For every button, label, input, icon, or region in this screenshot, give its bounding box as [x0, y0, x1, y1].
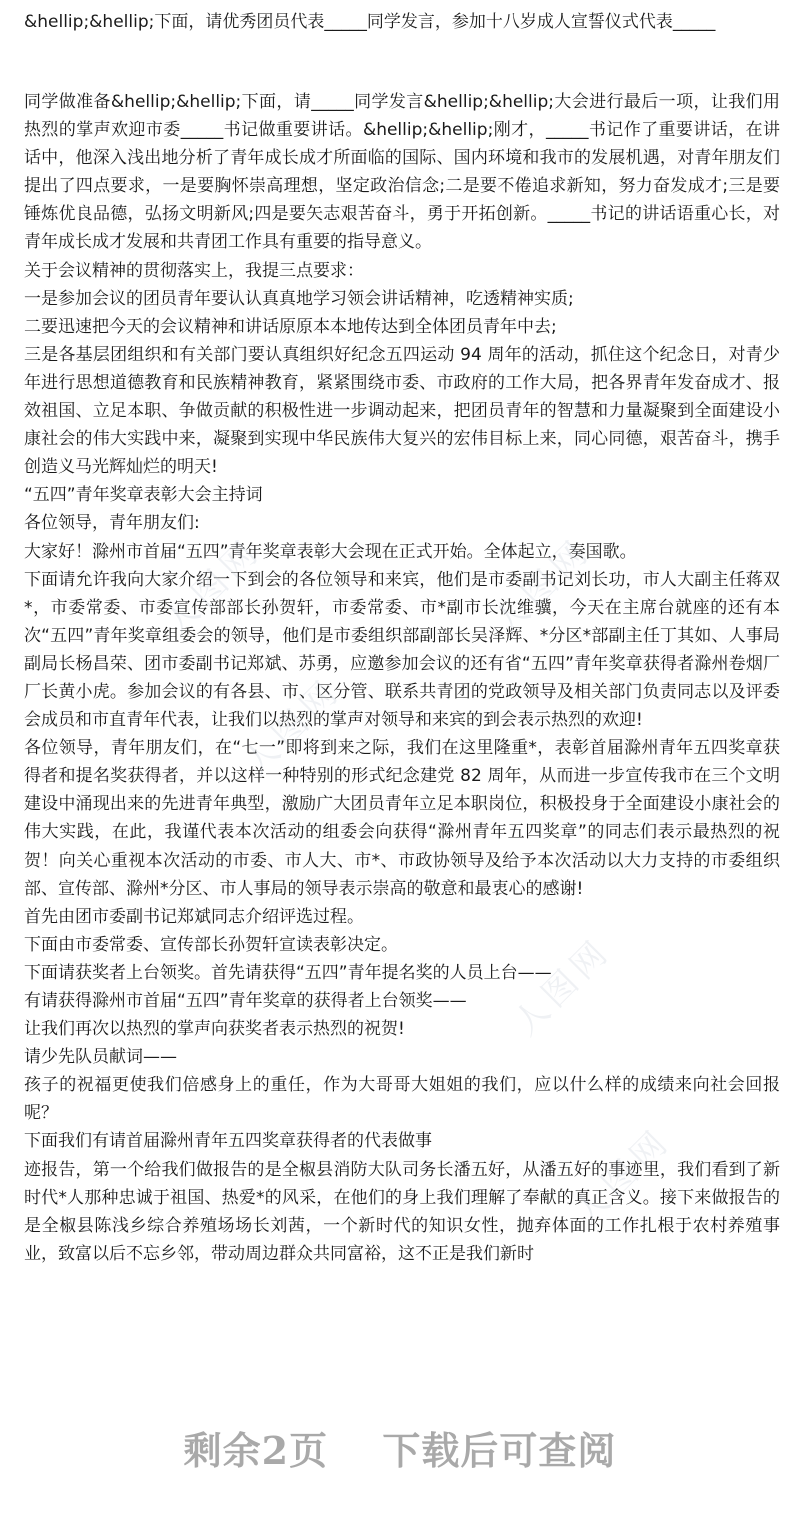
- paragraph: 下面请获奖者上台领奖。首先请获得“五四”青年提名奖的人员上台——: [24, 962, 552, 983]
- paragraph: 二要迅速把今天的会议精神和讲话原原本本地传达到全体团员青年中去;: [24, 316, 557, 337]
- salutation: 各位领导，青年朋友们:: [24, 513, 200, 534]
- cut-off-line-fragment: [24, 0, 444, 4]
- top-line: &hellip;&hellip;下面，请优秀团员代表_____同学发言，参加十八岁成人宣誓仪式代表_____: [24, 12, 716, 32]
- download-to-read-text: 下载后可查阅: [382, 1428, 617, 1473]
- paragraph: 请少先队员献词——: [24, 1047, 177, 1068]
- download-notice[interactable]: [0, 1420, 800, 1475]
- watermark: 人图网: [235, 670, 350, 784]
- remaining-pages-text: 剩余2页: [183, 1428, 329, 1473]
- watermark: 人图网: [505, 930, 620, 1044]
- paragraph: 有请获得滁州市首届“五四”青年奖章的获得者上台领奖——: [24, 991, 467, 1011]
- paragraph: 下面由市委常委、宣传部长孙贺轩宣读表彰决定。: [24, 934, 398, 955]
- paragraph: 三是各基层团组织和有关部门要认真组织好纪念五四运动 94 周年的活动，抓住这个纪念日，对青少年进行思想道德教育和民族精神教育，紧紧围绕市委、市政府的工作大局，把各界青年发奋成才、报效祖国、立足本职、争做贡献的积极性进一步调动起来，把团员青年的智慧和力量凝聚到全面建设小康社会的伟大实践中来，凝聚到实现中华民族伟大复兴的宏伟目标上来，同心同德，艰苦奋斗，携手创造义马光辉灿烂的明天!: [24, 344, 781, 478]
- paragraph: 大家好！滁州市首届“五四”青年奖章表彰大会现在正式开始。全体起立，奏国歌。: [24, 541, 637, 562]
- paragraph: 同学做准备&hellip;&hellip;下面，请_____同学发言&hellip;&hellip;大会进行最后一项，让我们用热烈的掌声欢迎市委_____书记做重要讲话。&hellip;&hellip;刚才，_____书记作了重要讲话，在讲话中，他深入浅出地分析了青年成长成才所面临的国际、国内环境和我市的发展机遇，对青年朋友们提出了四点要求，一是要胸怀崇高理想，坚定政治信念;二是要不倦追求新知，努力奋发成才;三是要锤炼优良品德，弘扬文明新风;四是要矢志艰苦奋斗，勇于开拓创新。_____书记的讲话语重心长，对青年成长成才发展和共青团工作具有重要的指导意义。: [24, 92, 780, 253]
- paragraph: 孩子的祝福更使我们倍感身上的重任，作为大哥哥大姐姐的我们，应以什么样的成绩来向社会回报呢？: [24, 1075, 780, 1124]
- paragraph: 首先由团市委副书记郑斌同志介绍评选过程。: [24, 906, 364, 927]
- paragraph: 各位领导，青年朋友们，在“七一”即将到来之际，我们在这里隆重*，表彰首届滁州青年五四奖章获得者和提名奖获得者，并以这样一种特别的形式纪念建党 82 周年，从而进一步宣传我市在三个文明建设中涌现出来的先进青年典型，激励广大团员青年立足本职岗位，积极投身于全面建设小康社会的伟大实践，在此，我谨代表本次活动的组委会向获得“滁州青年五四奖章”的同志们表示最热烈的祝贺！向关心重视本次活动的市委、市人大、市*、市政协领导及给予本次活动以大力支持的市委组织部、宣传部、滁州*分区、市人事局的领导表示崇高的敬意和最衷心的感谢!: [24, 738, 781, 899]
- paragraph: 下面我们有请首届滁州青年五四奖章获得者的代表做事: [24, 1131, 432, 1152]
- section-title: “五四”青年奖章表彰大会主持词: [24, 485, 263, 506]
- watermark: 人图网: [155, 530, 270, 644]
- watermark: 人图网: [485, 530, 600, 644]
- paragraph: 迹报告，第一个给我们做报告的是全椒县消防大队司务长潘五好，从潘五好的事迹里，我们看到了新时代*人那种忠诚于祖国、热爱*的风采，在他们的身上我们理解了奉献的真正含义。接下来做报告的是全椒县陈浅乡综合养殖场场长刘茜，一个新时代的知识女性，抛弃体面的工作扎根于农村养殖事业，致富以后不忘乡邻，带动周边群众共同富裕，这不正是我们新时: [24, 1159, 780, 1264]
- paragraph: 一是参加会议的团员青年要认认真真地学习领会讲话精神，吃透精神实质;: [24, 288, 574, 309]
- watermark: 人图网: [565, 1120, 680, 1234]
- paragraph: 让我们再次以热烈的掌声向获奖者表示热烈的祝贺!: [24, 1019, 405, 1040]
- paragraph: 下面请允许我向大家介绍一下到会的各位领导和来宾，他们是市委副书记刘长功，市人大副主任蒋双*，市委常委、市委宣传部部长孙贺轩，市委常委、市*副市长沈维骥，今天在主席台就座的还有本次“五四”青年奖章组委会的领导，他们是市委组织部副部长吴泽辉、*分区*部副主任丁其如、人事局副局长杨昌荣、团市委副书记郑斌、苏勇，应邀参加会议的还有省“五四”青年奖章获得者滁州卷烟厂厂长黄小虎。参加会议的有各县、市、区分管、联系共青团的党政领导及相关部门负责同志以及评委会成员和市直青年代表，让我们以热烈的掌声对领导和来宾的到会表示热烈的欢迎!: [24, 569, 780, 731]
- paragraph: 关于会议精神的贯彻落实上，我提三点要求：: [24, 260, 364, 281]
- document-body: [24, 88, 780, 1268]
